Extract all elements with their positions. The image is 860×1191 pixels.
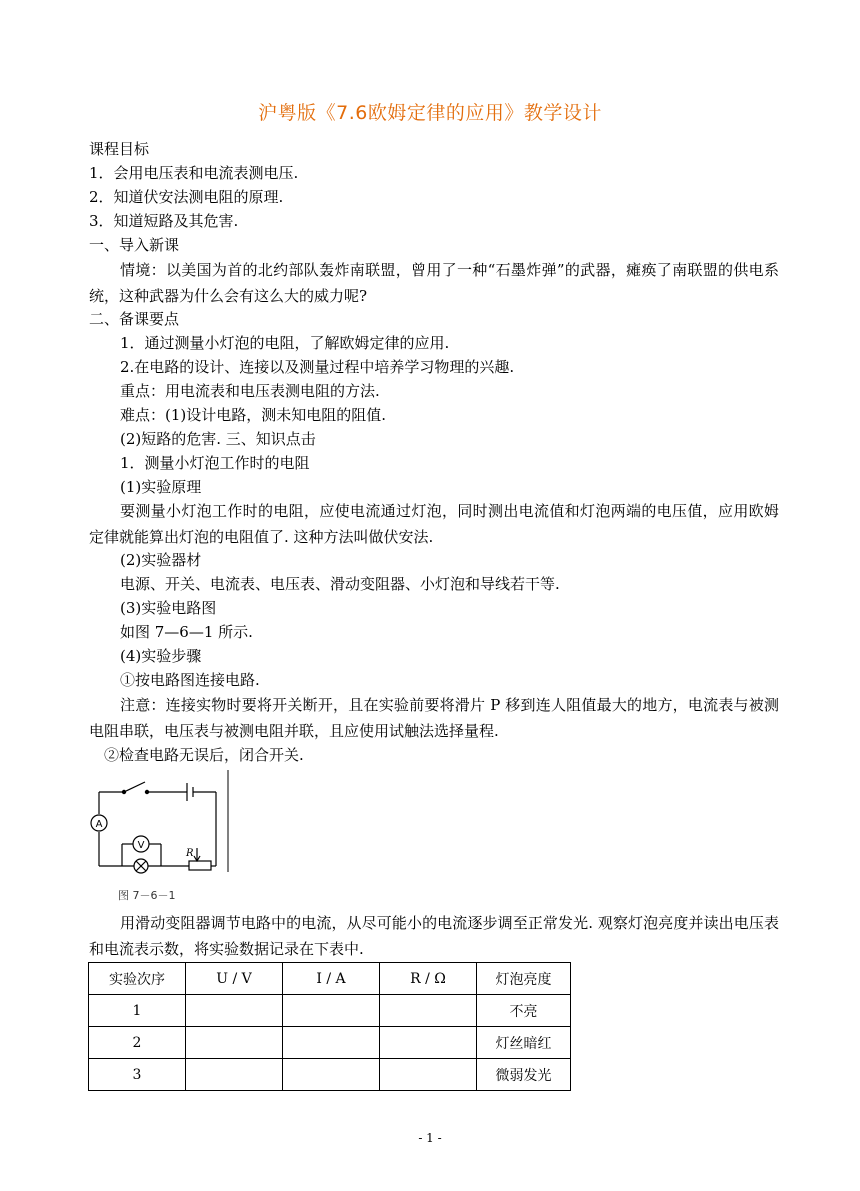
table-header-row xyxy=(89,963,571,995)
section-heading-objectives: 课程目标 xyxy=(89,140,150,158)
step-2: ②检查电路无误后，闭合开关. xyxy=(104,746,304,764)
table-cell: 2 xyxy=(89,1027,186,1059)
key-point-2: 2.在电路的设计、连接以及测量过程中培养学习物理的兴趣. xyxy=(120,358,515,376)
table-cell xyxy=(380,995,477,1027)
equipment-list: 电源、开关、电流表、电压表、滑动变阻器、小灯泡和导线若干等. xyxy=(120,575,560,593)
data-table xyxy=(88,962,571,1091)
subheading-steps: (4)实验步骤 xyxy=(120,647,202,665)
section-heading-key-points: 二、备课要点 xyxy=(89,310,180,328)
table-cell: 不亮 xyxy=(477,995,571,1027)
table-cell xyxy=(380,1027,477,1059)
subheading-equipment: (2)实验器材 xyxy=(120,551,202,569)
objective-1: 1．会用电压表和电流表测电压. xyxy=(89,164,299,182)
difficulty-line-2: (2)短路的危害. 三、知识点击 xyxy=(120,430,316,448)
table-cell: 3 xyxy=(89,1059,186,1091)
intro-scenario-paragraph: 情境：以美国为首的北约部队轰炸南联盟，曾用了一种“石墨炸弹”的武器，瘫痪了南联盟的供电系统，这种武器为什么会有这么大的威力呢? xyxy=(89,261,779,305)
voltmeter-label: V xyxy=(137,840,145,851)
table-cell: 1 xyxy=(89,995,186,1027)
section-heading-intro: 一、导入新课 xyxy=(89,236,180,254)
table-header-cell: 灯泡亮度 xyxy=(477,963,571,995)
table-header-cell: U / V xyxy=(186,963,283,995)
subheading-circuit-diagram: (3)实验电路图 xyxy=(120,599,217,617)
key-point-1: 1．通过测量小灯泡的电阻，了解欧姆定律的应用. xyxy=(120,334,450,352)
principle-paragraph: 要测量小灯泡工作时的电阻，应使电流通过灯泡，同时测出电流值和灯泡两端的电压值，应用欧姆定律就能算出灯泡的电阻值了. 这种方法叫做伏安法. xyxy=(89,502,779,546)
difficulty-line: 难点：(1)设计电路，测未知电阻的阻值. xyxy=(120,406,387,424)
table-header-cell: R / Ω xyxy=(380,963,477,995)
objective-2: 2．知道伏安法测电阻的原理. xyxy=(89,188,284,206)
figure-reference: 如图 7—6—1 所示. xyxy=(120,623,253,641)
table-cell xyxy=(283,1027,380,1059)
table-row xyxy=(89,1027,571,1059)
rheostat-symbol xyxy=(189,861,211,870)
switch-blade xyxy=(124,782,145,792)
table-row xyxy=(89,995,571,1027)
page-number: - 1 - xyxy=(418,1131,442,1145)
table-cell xyxy=(380,1059,477,1091)
subheading-principle: (1)实验原理 xyxy=(120,478,202,496)
table-cell xyxy=(186,995,283,1027)
knowledge-item-1: 1．测量小灯泡工作时的电阻 xyxy=(120,454,310,472)
table-cell xyxy=(186,1059,283,1091)
table-cell xyxy=(186,1027,283,1059)
figure-caption: 图 7－6－1 xyxy=(118,889,176,902)
table-header-cell: I / A xyxy=(283,963,380,995)
table-header-cell: 实验次序 xyxy=(89,963,186,995)
step-1: ①按电路图连接电路. xyxy=(120,671,260,689)
document-title: 沪粤版《7.6欧姆定律的应用》教学设计 xyxy=(258,102,602,124)
table-cell: 灯丝暗红 xyxy=(477,1027,571,1059)
rheostat-label: R xyxy=(186,848,194,859)
emphasis-line: 重点：用电流表和电压表测电阻的方法. xyxy=(120,382,380,400)
objective-3: 3．知道短路及其危害. xyxy=(89,212,239,230)
table-cell xyxy=(283,1059,380,1091)
table-row xyxy=(89,1059,571,1091)
ammeter-label: A xyxy=(95,819,103,830)
procedure-paragraph: 用滑动变阻器调节电路中的电流，从尽可能小的电流逐步调至正常发光. 观察灯泡亮度并读出电压表和电流表示数，将实验数据记录在下表中. xyxy=(89,914,779,958)
table-cell: 微弱发光 xyxy=(477,1059,571,1091)
circuit-diagram xyxy=(89,768,249,880)
caution-paragraph: 注意：连接实物时要将开关断开，且在实验前要将滑片 P 移到连人阻值最大的地方，电流表与被测电阻串联，电压表与被测电阻并联，且应使用试触法选择量程. xyxy=(89,696,779,740)
table-cell xyxy=(283,995,380,1027)
